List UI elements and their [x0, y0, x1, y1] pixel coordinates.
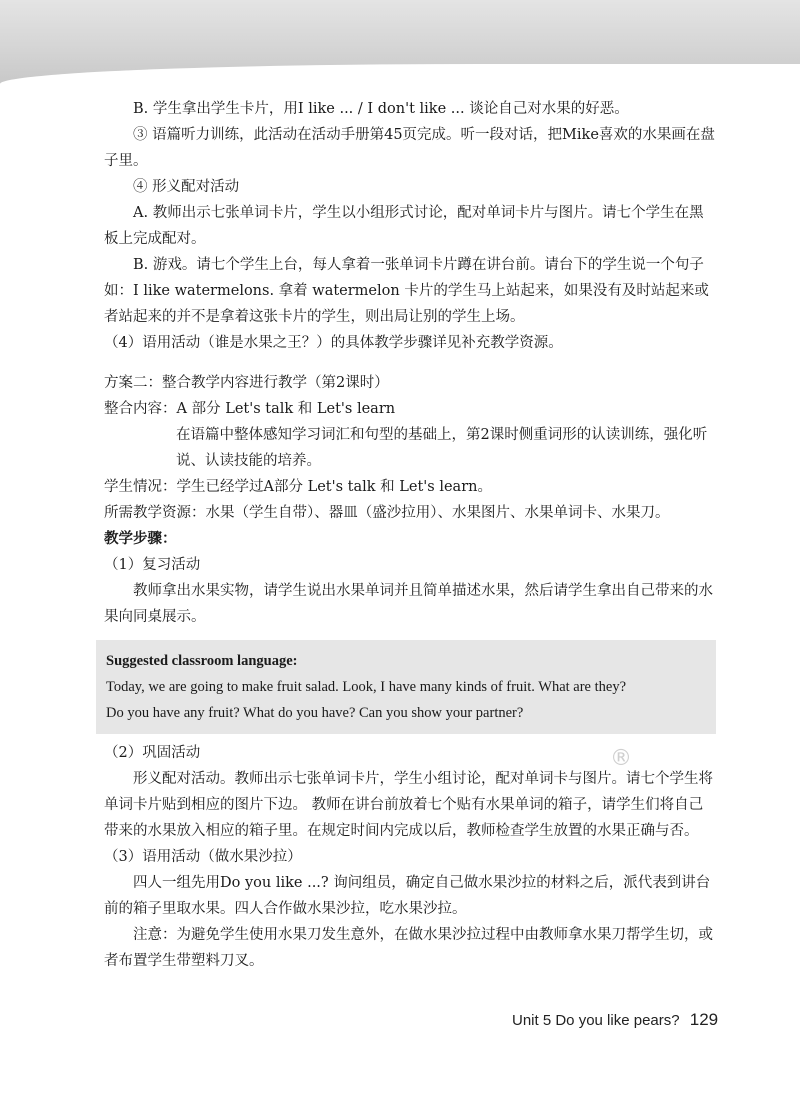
classroom-language-box	[96, 640, 716, 734]
step-1-title: （1）复习活动	[104, 557, 201, 573]
paragraph: ④ 形义配对活动	[133, 179, 240, 195]
plan-title: 方案二：整合教学内容进行教学（第2课时）	[104, 375, 389, 391]
paragraph: A. 教师出示七张单词卡片，学生以小组形式讨论，配对单词卡片与图片。请七个学生在黑板上完成配对。	[104, 205, 704, 247]
page-footer	[512, 1010, 718, 1030]
step-3-text: 四人一组先用Do you like ...? 询问组员，确定自己做水果沙拉的材料之后，派代表到讲台前的箱子里取水果。四人合作做水果沙拉，吃水果沙拉。	[104, 875, 711, 917]
registered-mark: ®	[610, 746, 632, 771]
header-banner	[0, 0, 800, 84]
step-2-title: （2）巩固活动	[104, 745, 201, 761]
step-1-text: 教师拿出水果实物，请学生说出水果单词并且简单描述水果，然后请学生拿出自己带来的水果向同桌展示。	[104, 583, 713, 625]
paragraph: ③ 语篇听力训练，此活动在活动手册第45页完成。听一段对话，把Mike喜欢的水果画在盘子里。	[104, 127, 715, 169]
paragraph: B. 学生拿出学生卡片，用I like ... / I don't like ... 谈论自己对水果的好恶。	[133, 101, 629, 117]
resources: 所需教学资源：水果（学生自带）、器皿（盛沙拉用）、水果图片、水果单词卡、水果刀。	[104, 505, 670, 521]
box-line: Do you have any fruit? What do you have? Can you show your partner?	[106, 705, 524, 721]
note: 注意：为避免学生使用水果刀发生意外，在做水果沙拉过程中由教师拿水果刀帮学生切，或者布置学生带塑料刀叉。	[104, 927, 713, 969]
student-situation: 学生情况：学生已经学过A部分 Let's talk 和 Let's learn。	[104, 479, 492, 495]
steps-title: 教学步骤：	[104, 530, 177, 547]
page-number: 129	[689, 1010, 719, 1029]
unit-title: Unit 5 Do you like pears?	[512, 1012, 680, 1029]
paragraph: （4）语用活动（谁是水果之王？）的具体教学步骤详见补充教学资源。	[104, 335, 563, 351]
box-line: Today, we are going to make fruit salad. Look, I have many kinds of fruit. What are they?	[106, 679, 627, 695]
paragraph: B. 游戏。请七个学生上台，每人拿着一张单词卡片蹲在讲台前。请台下的学生说一个句子如：I like watermelons. 拿着 watermelon 卡片的学生马上站起来，如果没有及时站起来或者站起来的并不是拿着这张卡片的学生，则出局让别的学生上场。	[104, 257, 709, 325]
box-title: Suggested classroom language:	[106, 653, 298, 669]
step-3-title: （3）语用活动（做水果沙拉）	[104, 849, 302, 865]
integration-label: 整合内容：A 部分 Let's talk 和 Let's learn	[104, 401, 396, 417]
step-2-text: 形义配对活动。教师出示七张单词卡片，学生小组讨论，配对单词卡与图片。请七个学生将单词卡片贴到相应的图片下边。 教师在讲台前放着七个贴有水果单词的箱子，请学生们将自己带来的水果放入相应的箱子里。在规定时间内完成以后，教师检查学生放置的水果正确与否。	[104, 771, 713, 839]
page-body	[104, 96, 716, 974]
integration-detail: 在语篇中整体感知学习词汇和句型的基础上，第2课时侧重词形的认读训练，强化听说、认读技能的培养。	[176, 427, 708, 469]
